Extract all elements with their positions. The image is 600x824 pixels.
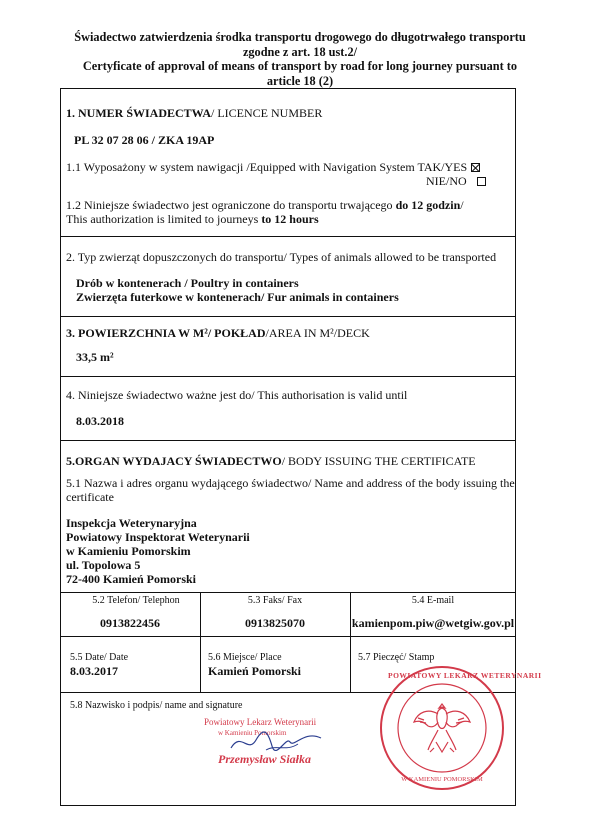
section-5-1-line-2: certificate: [66, 490, 114, 504]
round-stamp-text: POWIATOWY LEKARZ WETERYNARII: [388, 671, 542, 680]
stamp-label: 5.7 Pieczęć/ Stamp: [358, 652, 435, 663]
limit-en-bold: to 12 hours: [261, 212, 319, 226]
date-value: 8.03.2017: [70, 664, 118, 678]
address-line-5: 72-400 Kamień Pomorski: [66, 572, 196, 586]
section-5-1-line-1: 5.1 Nazwa i adres organu wydającego świadectwo/ Name and address of the body issuing the: [66, 476, 515, 490]
section-1-heading-rest: / LICENCE NUMBER: [211, 106, 323, 120]
official-round-stamp: [378, 664, 542, 792]
signature-stamp-line-2: w Kamieniu Pomorskim: [218, 729, 287, 737]
fax-value: 0913825070: [245, 616, 305, 630]
section-3-heading-bold: 3. POWIERZCHNIA W M²/ POKŁAD: [66, 326, 266, 340]
valid-until-value: 8.03.2018: [76, 414, 124, 428]
place-value: Kamień Pomorski: [208, 664, 301, 678]
address-line-2: Powiatowy Inspektorat Weterynarii: [66, 530, 250, 544]
section-2-heading: 2. Typ zwierząt dopuszczonych do transportu/ Types of animals allowed to be transported: [66, 250, 497, 264]
address-line-3: w Kamieniu Pomorskim: [66, 544, 191, 558]
divider-section-4: [60, 376, 516, 377]
section-1-heading-bold: 1. NUMER ŚWIADECTWA: [66, 106, 212, 120]
divider-section-2: [60, 236, 516, 237]
signature-stamp-name: Przemysław Siałka: [218, 752, 312, 766]
limit-en: [66, 212, 319, 226]
title-line-en-1: Certyficate of approval of means of transport by road for long journey pursuant to: [82, 59, 518, 74]
limit-pl-end: /: [460, 198, 464, 212]
signature-stamp-line-1: Powiatowy Lekarz Weterynarii: [204, 717, 317, 727]
checkbox-yes-icon: [471, 163, 480, 172]
navigation-no-row: [426, 174, 486, 188]
phone-label: 5.2 Telefon/ Telephon: [92, 595, 180, 606]
animal-type-2: Zwierzęta futerkowe w kontenerach/ Fur animals in containers: [76, 290, 399, 304]
limit-en-text: This authorization is limited to journeys: [66, 212, 259, 226]
divider-col-2: [350, 592, 351, 692]
address-line-4: ul. Topolowa 5: [66, 558, 141, 572]
divider-col-1: [200, 592, 201, 692]
fax-label: 5.3 Faks/ Fax: [247, 595, 303, 606]
divider-section-3: [60, 316, 516, 317]
divider-date-row: [60, 636, 516, 637]
divider-contact-row: [60, 592, 516, 593]
title-line-pl-1: Świadectwo zatwierdzenia środka transportu drogowego do długotrwałego transportu: [74, 30, 526, 44]
limit-pl: [66, 198, 464, 212]
divider-section-5: [60, 440, 516, 441]
round-stamp-bottom-text: W KAMIENIU POMORSKIM: [401, 776, 483, 783]
signature-stamp: [196, 712, 346, 772]
phone-value: 0913822456: [100, 616, 160, 630]
section-5-heading-bold: 5.ORGAN WYDAJACY ŚWIADECTWO: [66, 454, 282, 468]
document-title: [40, 30, 560, 88]
navigation-no-label: NIE/NO: [426, 174, 467, 188]
date-label: 5.5 Date/ Date: [70, 652, 129, 663]
animal-type-1: Drób w kontenerach / Poultry in containers: [76, 276, 299, 290]
email-value: kamienpom.piw@wetgiw.gov.pl: [351, 616, 515, 630]
section-3-heading: [66, 326, 370, 340]
eagle-seal-icon: [378, 664, 542, 792]
signature-label: 5.8 Nazwisko i podpis/ name and signature: [70, 700, 243, 711]
email-label: 5.4 E-mail: [411, 595, 455, 606]
section-3-heading-rest: /AREA IN M²/DECK: [265, 326, 370, 340]
area-value: 33,5 m²: [76, 350, 114, 364]
licence-number: PL 32 07 28 06 / ZKA 19AP: [74, 133, 215, 147]
section-5-heading-rest: / BODY ISSUING THE CERTIFICATE: [281, 454, 476, 468]
section-1-heading: [66, 106, 322, 120]
title-line-pl-2: zgodne z art. 18 ust.2/: [242, 44, 358, 59]
navigation-yes-row: [66, 160, 480, 174]
navigation-label: 1.1 Wyposażony w system nawigacji /Equipped with Navigation System TAK/YES: [66, 160, 468, 174]
limit-pl-text: 1.2 Niniejsze świadectwo jest ograniczone do transportu trwającego: [66, 198, 393, 212]
section-4-heading: 4. Niniejsze świadectwo ważne jest do/ This authorisation is valid until: [66, 388, 408, 402]
checkbox-no-icon: [477, 177, 486, 186]
address-line-1: Inspekcja Weterynaryjna: [66, 516, 197, 530]
section-5-heading: [66, 454, 476, 468]
title-line-en-2: article 18 (2): [266, 73, 334, 88]
place-label: 5.6 Miejsce/ Place: [208, 652, 282, 663]
limit-pl-bold: do 12 godzin: [395, 198, 461, 212]
